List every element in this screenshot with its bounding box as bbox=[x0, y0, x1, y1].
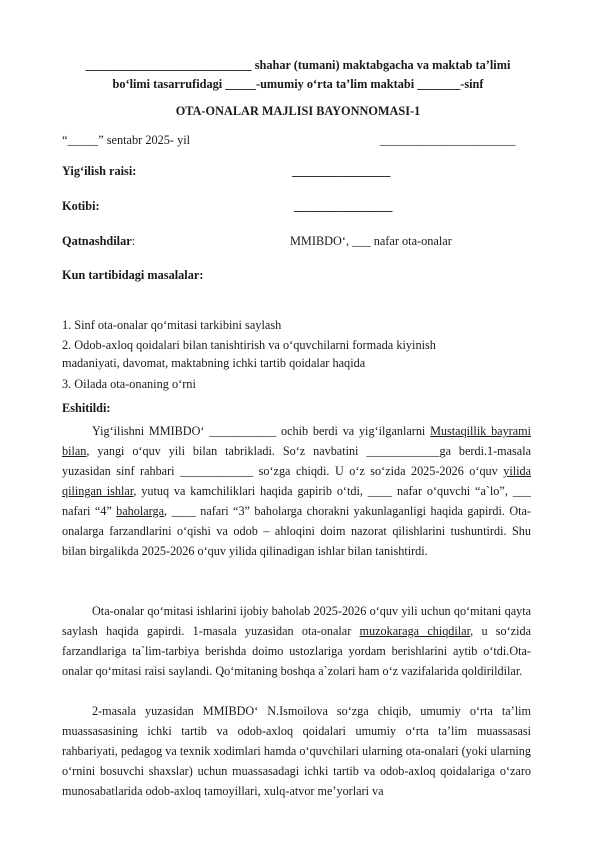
heard-heading: Eshitildi: bbox=[62, 401, 111, 415]
paragraph-1: Yig‘ilishni MMIBDO‘ ___________ ochib berdi va yig‘ilganlarni Mustaqillik bayrami bilan, yangi o‘quv yili bilan tabrikladi. So‘z navbatini ____________ga berdi.1-masala yuzasidan sinf rahbari ____________ so‘zga chiqdi. U o‘z so‘zida 2025-2026 o‘quv yilida qilingan ishlar, yutuq va kamchiliklari haqida gapirib o‘tdi, ____ nafar o‘quvchi “a`lo”, ___ nafari “4” baholarga, ____ nafari “3” baholarga chorakni yakunlaganligi haqida gapirdi. Ota-onalarga farzandlarini o‘qishi va odob – ahloqini doim nazorat qilishlarini tushuntirdi. Shu bilan birgalikda 2025-2026 o‘quv yilida qilinadigan ishlar bilan tanishtirdi. bbox=[62, 424, 532, 558]
header-line-1: ___________________________ shahar (tumani) maktabgacha va maktab ta’limi bbox=[85, 58, 511, 72]
document-title: OTA-ONALAR MAJLISI BAYONNOMASI-1 bbox=[175, 104, 421, 118]
date-right-blank: ______________________ bbox=[380, 133, 516, 147]
agenda-heading: Kun tartibidagi masalalar: bbox=[62, 268, 204, 282]
agenda-item-3: 3. Oilada ota-onaning o‘rni bbox=[62, 377, 196, 391]
paragraph-2: Ota-onalar qo‘mitasi ishlarini ijobiy baholab 2025-2026 o‘quv yili uchun qo‘mitani qayta saylash haqida gapirdi. 1-masala yuzasidan ota-onalar muzokaraga chiqdilar, u so‘zida farzandlariga ta`lim-tarbiya berishda doimo ustozlariga yordam berishlarini aytib o‘tdi.Ota-onalar qo‘mitasi raisi saylandi. Qo‘mitaning boshqa a`zolari ham o‘z vazifalarida qoldirildilar. bbox=[62, 604, 531, 678]
chair-label: Yig‘ilish raisi: bbox=[62, 164, 137, 178]
attendees-colon: : bbox=[131, 234, 136, 248]
attendees-value: MMIBDO‘, ___ nafar ota-onalar bbox=[290, 234, 452, 248]
agenda-item-2-line-2: madaniyati, davomat, maktabning ichki tartib qoidalar haqida bbox=[62, 356, 366, 370]
date-field: “_____” sentabr 2025- yil bbox=[62, 133, 191, 147]
agenda-item-2-line-1: 2. Odob-axloq qoidalari bilan tanishtirish va o‘quvchilarni formada kiyinish bbox=[62, 338, 436, 352]
attendees-label: Qatnashdilar bbox=[62, 234, 132, 248]
header-line-2: bo‘limi tasarrufidagi _____-umumiy o‘rta ta’lim maktabi _______-sinf bbox=[112, 77, 484, 91]
chair-blank: ________________ bbox=[292, 164, 391, 178]
secretary-label: Kotibi: bbox=[62, 199, 100, 213]
agenda-item-1: 1. Sinf ota-onalar qo‘mitasi tarkibini saylash bbox=[62, 318, 282, 332]
paragraph-3: 2-masala yuzasidan MMIBDO‘ N.Ismoilova so‘zga chiqib, umumiy o‘rta ta’lim muassasasining ichki tartib va odob-axloq qoidalari umumiy o‘rta ta’lim muassasasi rahbariyati, pedagog va texnik xodimlari hamda o‘quvchilari ularning ota-onalari (yoki ularning o‘rnini bosuvchi shaxslar) uchun muassasadagi ichki tartib va odob-axloq qoidalariga o‘zaro munosabatlarida odob-axloq tamoyillari, xulq-atvor me’yorlari va bbox=[62, 704, 531, 798]
attendees-label-row bbox=[62, 234, 135, 249]
secretary-blank: ________________ bbox=[294, 199, 393, 213]
